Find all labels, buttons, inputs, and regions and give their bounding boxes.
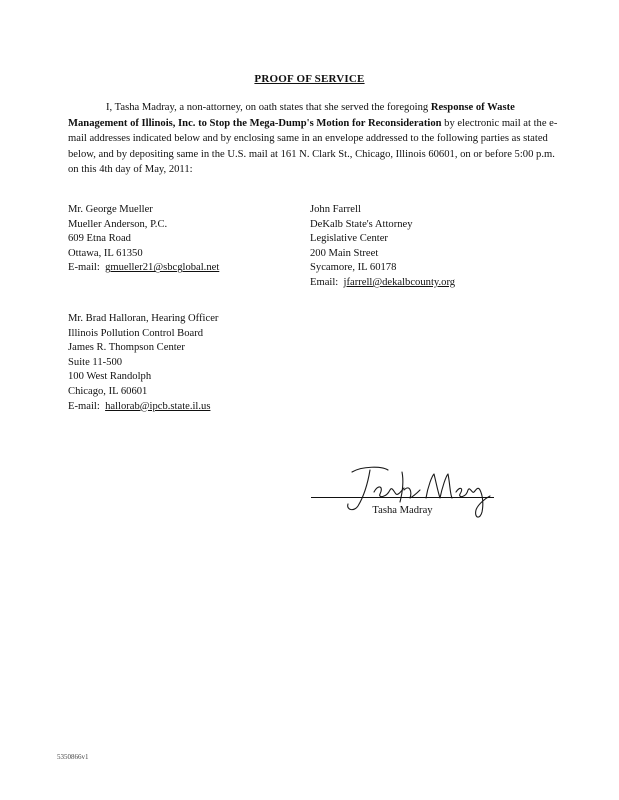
- recipient-city: Ottawa, IL 61350: [68, 247, 143, 259]
- recipient-city: Sycamore, IL 60178: [310, 262, 397, 274]
- recipient-block-farrell: [310, 203, 455, 291]
- recipient-city: Chicago, IL 60601: [68, 385, 148, 397]
- recipient-block-halloran: [68, 312, 218, 414]
- recipient-street: 609 Etna Road: [68, 233, 131, 245]
- recipient-title: DeKalb State's Attorney: [310, 218, 413, 230]
- recipient-agency: Illinois Pollution Control Board: [68, 327, 204, 339]
- recipient-email: hallorab@ipcb.state.il.us: [105, 400, 211, 412]
- recipient-email-line: [68, 261, 219, 276]
- recipient-email: jfarrell@dekalbcounty.org: [343, 276, 456, 288]
- statement-document-title: Response of Waste Management of Illinois, Inc. to Stop the Mega-Dump's Motion for Reconsideration: [68, 102, 515, 129]
- recipient-suite: Suite 11-500: [68, 356, 123, 368]
- signer-printed-name: Tasha Madray: [372, 505, 433, 516]
- recipient-street: 100 West Randolph: [68, 371, 152, 383]
- recipient-name: Mr. Brad Halloran, Hearing Officer: [68, 313, 219, 324]
- statement-intro: I, Tasha Madray, a non-attorney, on oath states that she served the foregoing: [106, 102, 431, 113]
- statement-rest: by electronic mail at the e-mail addresses indicated below and by enclosing same in an envelope addressed to the following parties as stated below, and by depositing same in the U.S. mail at 161 N. Clark St., Chicago, Illinois 60601, on or before 5:00 p.m. on this 4th day of May, 2011:: [68, 117, 558, 176]
- recipient-name: John Farrell: [310, 204, 361, 215]
- recipient-name: Mr. George Mueller: [68, 204, 153, 215]
- signature-line: [311, 497, 494, 498]
- recipient-email: gmueller21@sbcglobal.net: [105, 262, 220, 274]
- document-id-footer: 5350866v1: [57, 753, 89, 761]
- recipient-street: 200 Main Street: [310, 247, 379, 259]
- recipient-email-line: [68, 400, 218, 415]
- recipient-building: James R. Thompson Center: [68, 342, 185, 354]
- service-statement: [68, 100, 558, 178]
- email-label: E-mail:: [68, 400, 100, 412]
- recipient-block-mueller: [68, 203, 219, 276]
- email-label: E-mail:: [68, 262, 100, 274]
- recipient-email-line: [310, 276, 455, 291]
- email-label: Email:: [310, 276, 339, 288]
- recipient-firm: Mueller Anderson, P.C.: [68, 218, 168, 230]
- recipient-building: Legislative Center: [310, 233, 388, 245]
- document-title: PROOF OF SERVICE: [254, 73, 365, 85]
